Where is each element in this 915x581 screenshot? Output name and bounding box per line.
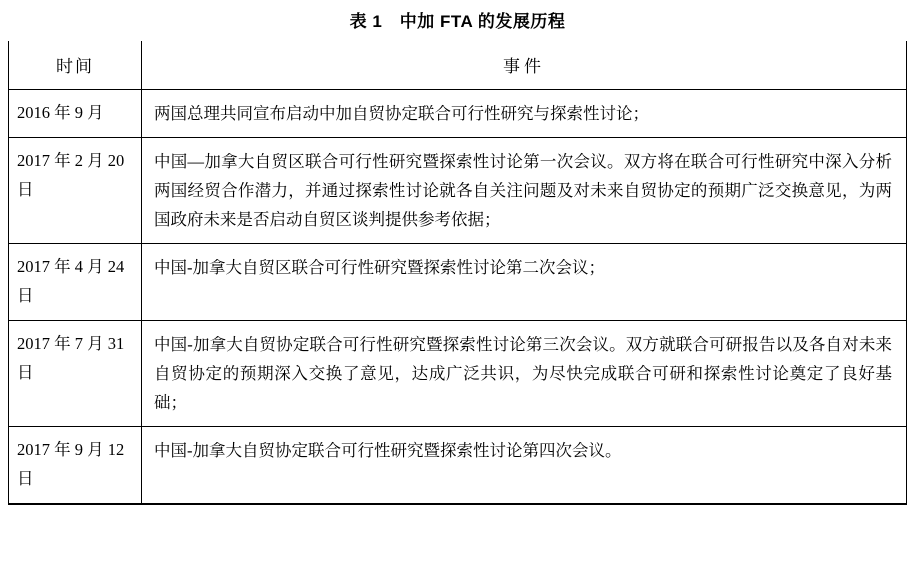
cell-time: 2017 年 7 月 31 日 bbox=[9, 320, 142, 426]
table-title: 表 1 中加 FTA 的发展历程 bbox=[349, 12, 566, 31]
cell-event: 中国—加拿大自贸区联合可行性研究暨探索性讨论第一次会议。双方将在联合可行性研究中深入分析两国经贸合作潜力，并通过探索性讨论就各自关注问题及对未来自贸协定的预期广泛交换意见，为两国政府未来是否启动自贸区谈判提供参考依据； bbox=[142, 138, 907, 244]
cell-time: 2017 年 2 月 20 日 bbox=[9, 138, 142, 244]
cell-event: 中国-加拿大自贸协定联合可行性研究暨探索性讨论第三次会议。双方就联合可研报告以及各自对未来自贸协定的预期深入交换了意见，达成广泛共识，为尽快完成联合可研和探索性讨论奠定了良好基础； bbox=[142, 320, 907, 426]
fta-timeline-table bbox=[8, 41, 907, 505]
table-row bbox=[9, 320, 907, 426]
cell-event: 中国-加拿大自贸协定联合可行性研究暨探索性讨论第四次会议。 bbox=[142, 426, 907, 503]
cell-event: 中国-加拿大自贸区联合可行性研究暨探索性讨论第二次会议； bbox=[142, 244, 907, 321]
table-row bbox=[9, 90, 907, 138]
table-row bbox=[9, 138, 907, 244]
column-header-event: 事件 bbox=[142, 41, 907, 90]
cell-time: 2017 年 4 月 24 日 bbox=[9, 244, 142, 321]
table-row bbox=[9, 426, 907, 503]
cell-time: 2016 年 9 月 bbox=[9, 90, 142, 138]
table-row bbox=[9, 244, 907, 321]
cell-time: 2017 年 9 月 12 日 bbox=[9, 426, 142, 503]
column-header-time: 时间 bbox=[9, 41, 142, 90]
cell-event: 两国总理共同宣布启动中加自贸协定联合可行性研究与探索性讨论； bbox=[142, 90, 907, 138]
bottom-spacer bbox=[0, 505, 915, 511]
table-header-row bbox=[9, 41, 907, 90]
